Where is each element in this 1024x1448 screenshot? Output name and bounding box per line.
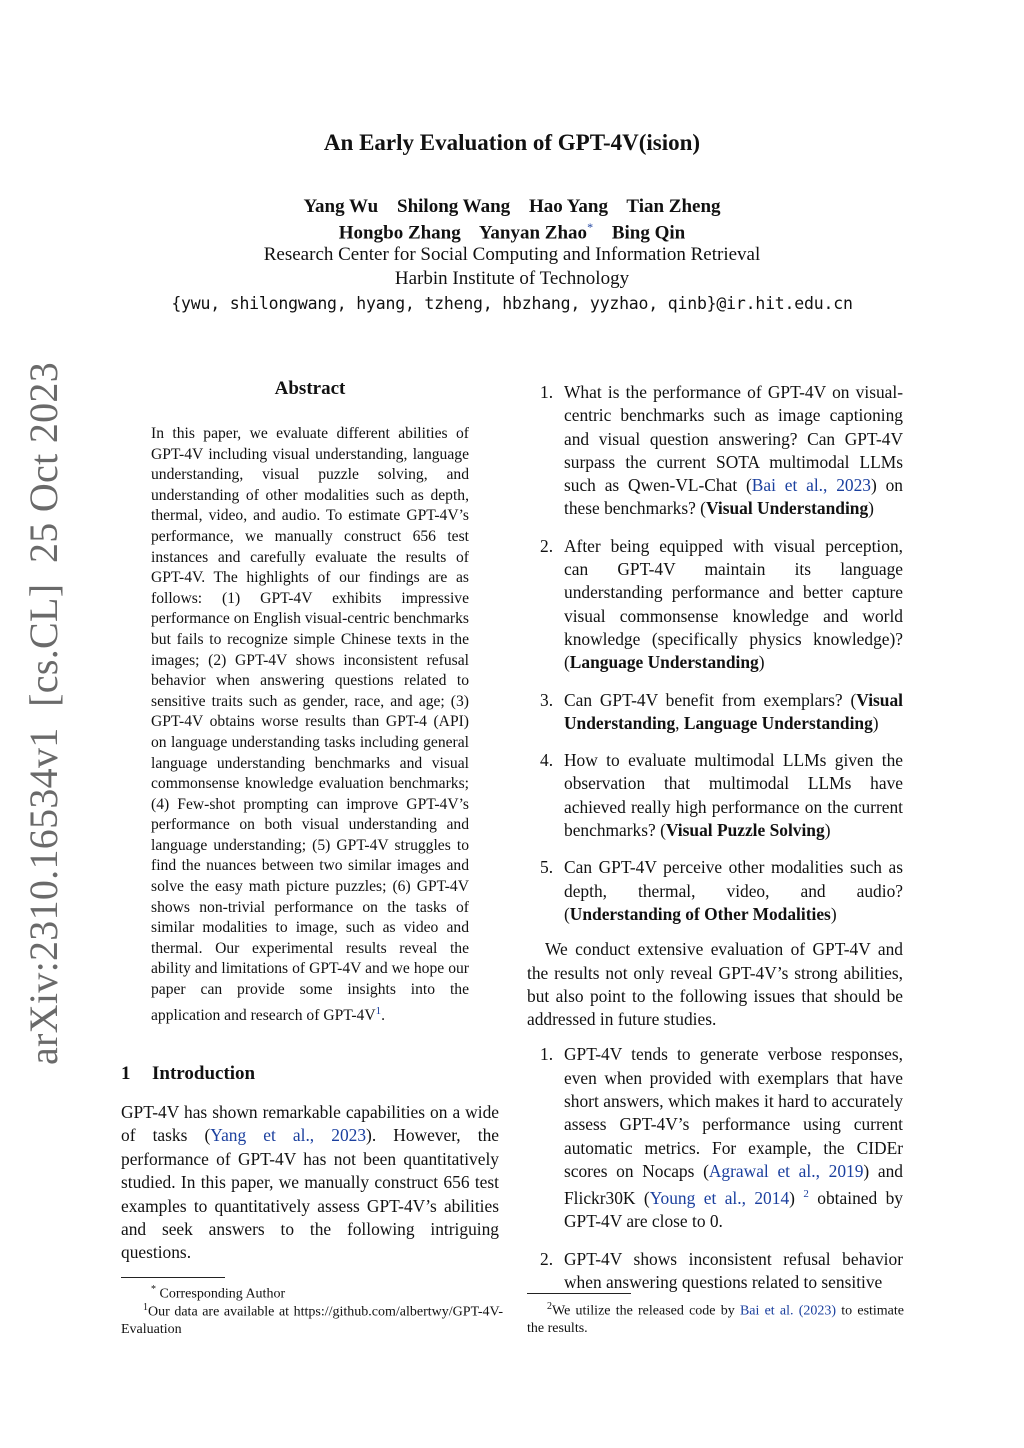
item-text: How to evaluate multimodal LLMs given the observation that multimodal LLMs have achieved really high performance on the current benchmarks? ( [564, 750, 903, 841]
list-item [527, 381, 903, 521]
intro-text: GPT-4V has shown remarkable capabilities on a wide of tasks ( [121, 1102, 499, 1146]
item-text: GPT-4V shows inconsistent refusal behavior when answering questions related to sensitive [564, 1248, 903, 1292]
item-category: Language Understanding [569, 652, 759, 673]
item-text: What is the performance of GPT-4V on visual-centric benchmarks such as image captioning and visual question answering? Can GPT-4V surpass the current SOTA multimodal LLMs such as Qwen-VL-Chat ( [564, 382, 903, 496]
item-text: Can GPT-4V benefit from exemplars? ( [564, 689, 857, 710]
citation-link[interactable]: Agrawal et al., 2019 [708, 1160, 864, 1181]
paper-title: An Early Evaluation of GPT-4V(ision) [323, 130, 701, 155]
author-name: Tian Zheng [626, 196, 721, 217]
author-name: Yanyan Zhao [478, 222, 588, 244]
intro-text: ). However, the performance of GPT-4V has not been quantitatively studied. In this paper, we manually construct 656 test examples to quantitatively assess GPT-4V’s abilities and seek answers to the following intriguing questions. [121, 1125, 499, 1263]
author-name: Hongbo Zhang [338, 222, 461, 244]
item-text: After being equipped with visual perception, can GPT-4V maintain its language understanding performance and better capture visual commonsense knowledge and world knowledge (specifically physics knowledge)? ( [564, 535, 903, 673]
item-text: GPT-4V tends to generate verbose responses, even when provided with exemplars that have short answers, which makes it hard to accurately assess GPT-4V’s performance using current automatic metrics. For example, the CIDEr scores on Nocaps ( [564, 1044, 903, 1181]
footnote-text: to estimate the results. [527, 1303, 904, 1337]
arxiv-side-identifier: arXiv:2310.16534v1 [cs.CL] 25 Oct 2023 [21, 361, 66, 1065]
citation-link[interactable]: Yang et al., 2023 [210, 1125, 367, 1146]
item-category: Understanding of Other Modalities [569, 903, 831, 924]
findings-paragraph: We conduct extensive evaluation of GPT-4V and the results not only reveal GPT-4V’s strong abilities, but also point to the following issues that should be addressed in future studies. [527, 939, 903, 1030]
issues-list [527, 1043, 903, 1294]
section-heading-introduction [121, 1063, 255, 1085]
footnote-ref-2[interactable]: 2 [803, 1188, 809, 1201]
author-emails: {ywu, shilongwang, hyang, tzheng, hbzhang, yyzhao, qinb}@ir.hit.edu.cn [171, 294, 853, 313]
list-item [527, 749, 903, 842]
list-number: 4. [540, 750, 554, 771]
author-name: Yang Wu [303, 196, 379, 217]
list-number: 3. [540, 689, 554, 710]
item-text: ) on these benchmarks? ( [564, 475, 904, 519]
abstract-end: . [381, 1006, 385, 1024]
list-item [527, 1248, 903, 1295]
footnote-text: We utilize the released code by [552, 1303, 740, 1319]
author-name: Bing Qin [611, 222, 686, 244]
item-category: Language Understanding [683, 712, 873, 733]
footnote-mark: 1 [143, 1302, 148, 1313]
list-item [527, 856, 903, 926]
footnote-text: Our data are available at https://github.com/albertwy/GPT-4V-Evaluation [121, 1304, 503, 1338]
item-text: ) [868, 498, 874, 519]
abstract-text: In this paper, we evaluate different abilities of GPT-4V including visual understanding, language understanding, visual puzzle solving, and understanding of other modalities such as depth, thermal, video, and audio. To estimate GPT-4V’s performance, we manually construct 656 test instances and carefully evaluate the results of GPT-4V. The highlights of our findings are as follows: (1) GPT-4V exhibits impressive performance on English visual-centric benchmarks but fails to recognize simple Chinese texts in the images; (2) GPT-4V shows inconsistent refusal behavior when answering questions related to sensitive traits such as gender, race, and age; (3) GPT-4V obtains worse results than GPT-4 (API) on language understanding tasks including general language understanding benchmarks and visual commonsense knowledge evaluation benchmarks; (4) Few-shot prompting can improve GPT-4V’s performance on both visual understanding and language understanding; (5) GPT-4V struggles to find the nuances between two similar images and solve the easy math picture puzzles; (6) GPT-4V shows non-trivial performance on the tasks of similar modalities to image, such as video and thermal. Our experimental results reveal the ability and limitations of GPT-4V and we hope our paper can provide some insights into the application and research of GPT-4V [151, 425, 469, 1024]
footnote-mark: * [151, 1284, 156, 1295]
footnote-rule [121, 1277, 225, 1278]
list-number: 2. [540, 535, 554, 556]
item-category: Visual Puzzle Solving [665, 820, 825, 841]
item-text: ) and Flickr30K ( [564, 1160, 903, 1208]
corresponding-author-mark: * [587, 220, 594, 234]
section-title: Introduction [152, 1063, 256, 1084]
author-name: Shilong Wang [397, 196, 511, 217]
list-item [527, 689, 903, 736]
citation-link[interactable]: Bai et al., 2023 [751, 475, 871, 496]
affiliation-line-1: Research Center for Social Computing and Information Retrieval [263, 244, 761, 265]
footnote-text: Corresponding Author [159, 1286, 286, 1302]
right-column-top [527, 381, 903, 1294]
affiliation-line-2: Harbin Institute of Technology [394, 268, 630, 289]
item-text: ) [789, 1188, 804, 1208]
footnote-ref-1[interactable]: 1 [375, 1004, 382, 1017]
citation-link[interactable]: Young et al., 2014 [649, 1188, 790, 1208]
research-questions-list [527, 381, 903, 926]
introduction-paragraph [121, 1101, 499, 1265]
item-text: ) [824, 820, 831, 841]
list-item [527, 535, 903, 675]
list-number: 2. [540, 1248, 554, 1269]
item-category: Visual Understanding [705, 498, 869, 519]
list-number: 1. [540, 1044, 554, 1065]
item-text: , [675, 712, 684, 733]
abstract-body [151, 424, 469, 1026]
author-name: Hao Yang [528, 196, 608, 217]
item-text: Can GPT-4V perceive other modalities such as depth, thermal, video, and audio? ( [564, 857, 903, 924]
footnote-code [527, 1298, 904, 1338]
item-category: Visual Understanding [564, 689, 903, 733]
footnote-data [121, 1299, 503, 1339]
item-text: ) [872, 712, 879, 733]
item-text: ) [830, 903, 837, 924]
author-line-2 [0, 220, 1024, 244]
citation-link[interactable]: Bai et al. (2023) [739, 1303, 837, 1319]
item-text: ) [758, 652, 765, 673]
list-item [527, 1043, 903, 1233]
list-number: 1. [540, 382, 554, 402]
author-line-1 [0, 196, 1024, 218]
footnote-rule [527, 1293, 631, 1294]
item-text: obtained by GPT-4V are close to 0. [564, 1188, 903, 1232]
abstract-heading: Abstract [274, 378, 346, 399]
list-number: 5. [540, 857, 554, 878]
footnote-mark: 2 [547, 1301, 552, 1312]
section-number: 1 [121, 1063, 131, 1084]
